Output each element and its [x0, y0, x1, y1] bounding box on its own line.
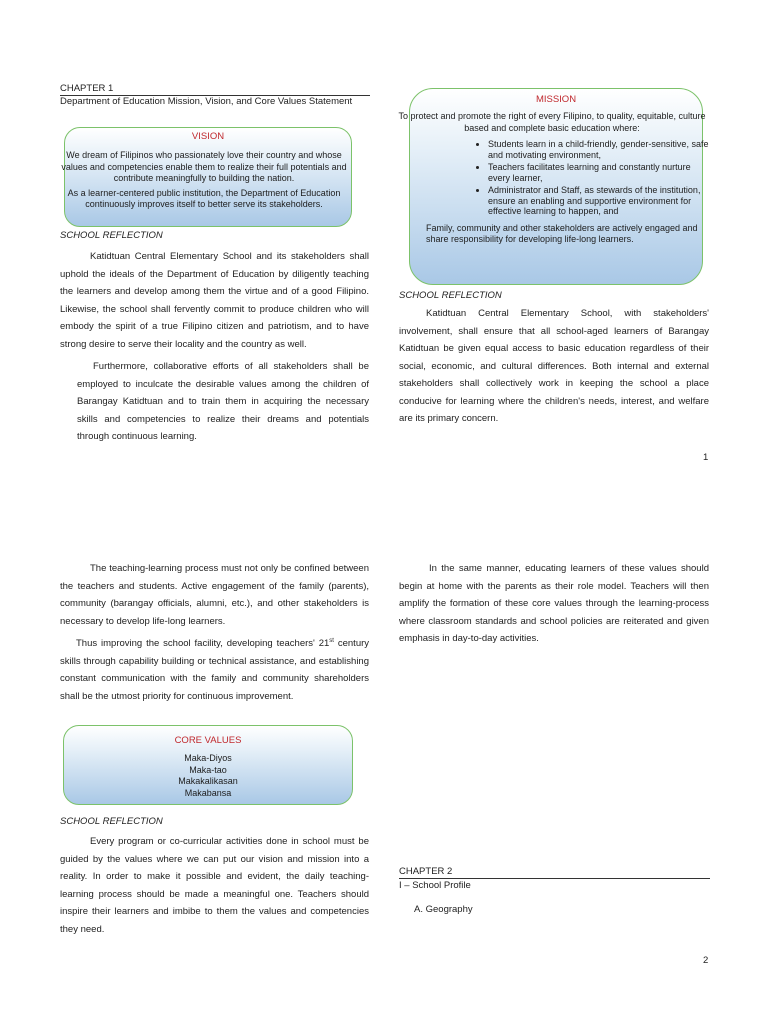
- mission-title: MISSION: [535, 94, 577, 105]
- core-value-item: Maka-Diyos: [184, 753, 232, 763]
- core-values-title: CORE VALUES: [174, 735, 242, 746]
- core-value-item: Makakalikasan: [178, 776, 238, 786]
- page2-left-paragraph-1: The teaching-learning process must not only be confined between the teachers and students. Active engagement of the family (parents), community (barangay officials, alumni, etc.), and other stakeholders is necessary to develop life-long learners.: [60, 563, 369, 627]
- vision-text-2: As a learner-centered public institution, the Department of Education continuously improves itself to better serve its stakeholders.: [67, 187, 341, 209]
- reflection-2-paragraph: Katidtuan Central Elementary School, with stakeholders' involvement, shall ensure that all school-aged learners of Barangay Katidtuan be given equal access to basic education regardless of their social, economic, and cultural differences. Both internal and external stakeholders shall collectively work in keeping the school a place conducive for learning where the children's needs, interest, and welfare are its primary concern.: [399, 308, 709, 424]
- chapter-2-rule: [399, 878, 710, 879]
- vision-text-1: We dream of Filipinos who passionately love their country and whose values and competencies enable them to realize their full potentials and contribute meaningfully to building the nation.: [61, 150, 347, 183]
- page-number-1: 1: [703, 452, 709, 463]
- core-value-item: Makabansa: [184, 787, 232, 798]
- reflection-1-paragraph-2: Furthermore, collaborative efforts of all stakeholders shall be employed to inculcate the desirable values among the children of Barangay Katidtuan and to train them in acquiring the necessary skills and competencies to realize their dreams and potentials through continuous learning.: [77, 361, 369, 442]
- reflection-1-paragraph-1: Katidtuan Central Elementary School and its stakeholders shall uphold the ideals of the Department of Education by diligently teaching the learners and develop among them the virtue and of a good Filipino. Likewise, the school shall fervently commit to produce children who will embody the spirit of a true Filipino citizen and patriotism, and to have strong desire to serve their locality and the country as well.: [60, 251, 369, 350]
- vision-box: [61, 127, 352, 227]
- mission-bullet: • Students learn in a child-friendly, gender-sensitive, safe and motivating environment,: [488, 139, 710, 160]
- mission-closing: Family, community and other stakeholders are actively engaged and share responsibility for developing life-long learners.: [426, 222, 698, 244]
- reflection-3-paragraph: Every program or co-curricular activities done in school must be guided by the values where we can put our vision and mission into a reality. In order to make it possible and evident, the daily teaching-learning process should be made a meaningful one. Teachers should inspire their learners and imbibe to them the values and competencies they need.: [60, 836, 369, 935]
- core-values-list: [64, 753, 352, 799]
- school-reflection-heading-2: SCHOOL REFLECTION: [399, 290, 502, 301]
- chapter-2-title: I – School Profile: [399, 880, 471, 891]
- page-number-2: 2: [703, 955, 709, 966]
- school-reflection-heading-3: SCHOOL REFLECTION: [60, 816, 163, 827]
- school-reflection-heading-1: SCHOOL REFLECTION: [60, 230, 163, 241]
- mission-bullet-list: [470, 139, 710, 217]
- mission-bullet: • Teachers facilitates learning and constantly nurture every learner,: [488, 162, 710, 183]
- paragraph-2-part-b: century skills through capability building or technical assistance, and establishing constant communication with the family and community shareholders shall be the utmost priority for continuous improvement.: [60, 638, 370, 702]
- page2-left-paragraph-2: [60, 633, 369, 705]
- chapter-2-label: CHAPTER 2: [399, 866, 453, 877]
- mission-bullet: • Administrator and Staff, as stewards of the institution, ensure an enabling and supportive environment for effective learning to happen, and: [488, 185, 710, 217]
- page2-right-paragraph: In the same manner, educating learners of these values should begin at home with the parents as their role model. Teachers will then amplify the formation of these core values through the learning-process where classroom standards and school policies are reiterated and given emphasis in day-to-day activities.: [399, 563, 709, 644]
- core-values-box: [63, 725, 353, 805]
- chapter-title: Department of Education Mission, Vision, and Core Values Statement: [60, 96, 353, 107]
- core-value-item: Maka-tao: [189, 764, 227, 775]
- vision-title: VISION: [191, 131, 225, 142]
- superscript-st: st: [329, 638, 334, 644]
- mission-intro: To protect and promote the right of every Filipino, to quality, equitable, culture based and complete basic education where:: [398, 111, 706, 133]
- mission-box: [398, 88, 709, 285]
- chapter-label: CHAPTER 1: [60, 83, 114, 94]
- paragraph-2-part-a: Thus improving the school facility, developing teachers' 21: [76, 638, 330, 650]
- section-a-geography: A. Geography: [414, 904, 473, 915]
